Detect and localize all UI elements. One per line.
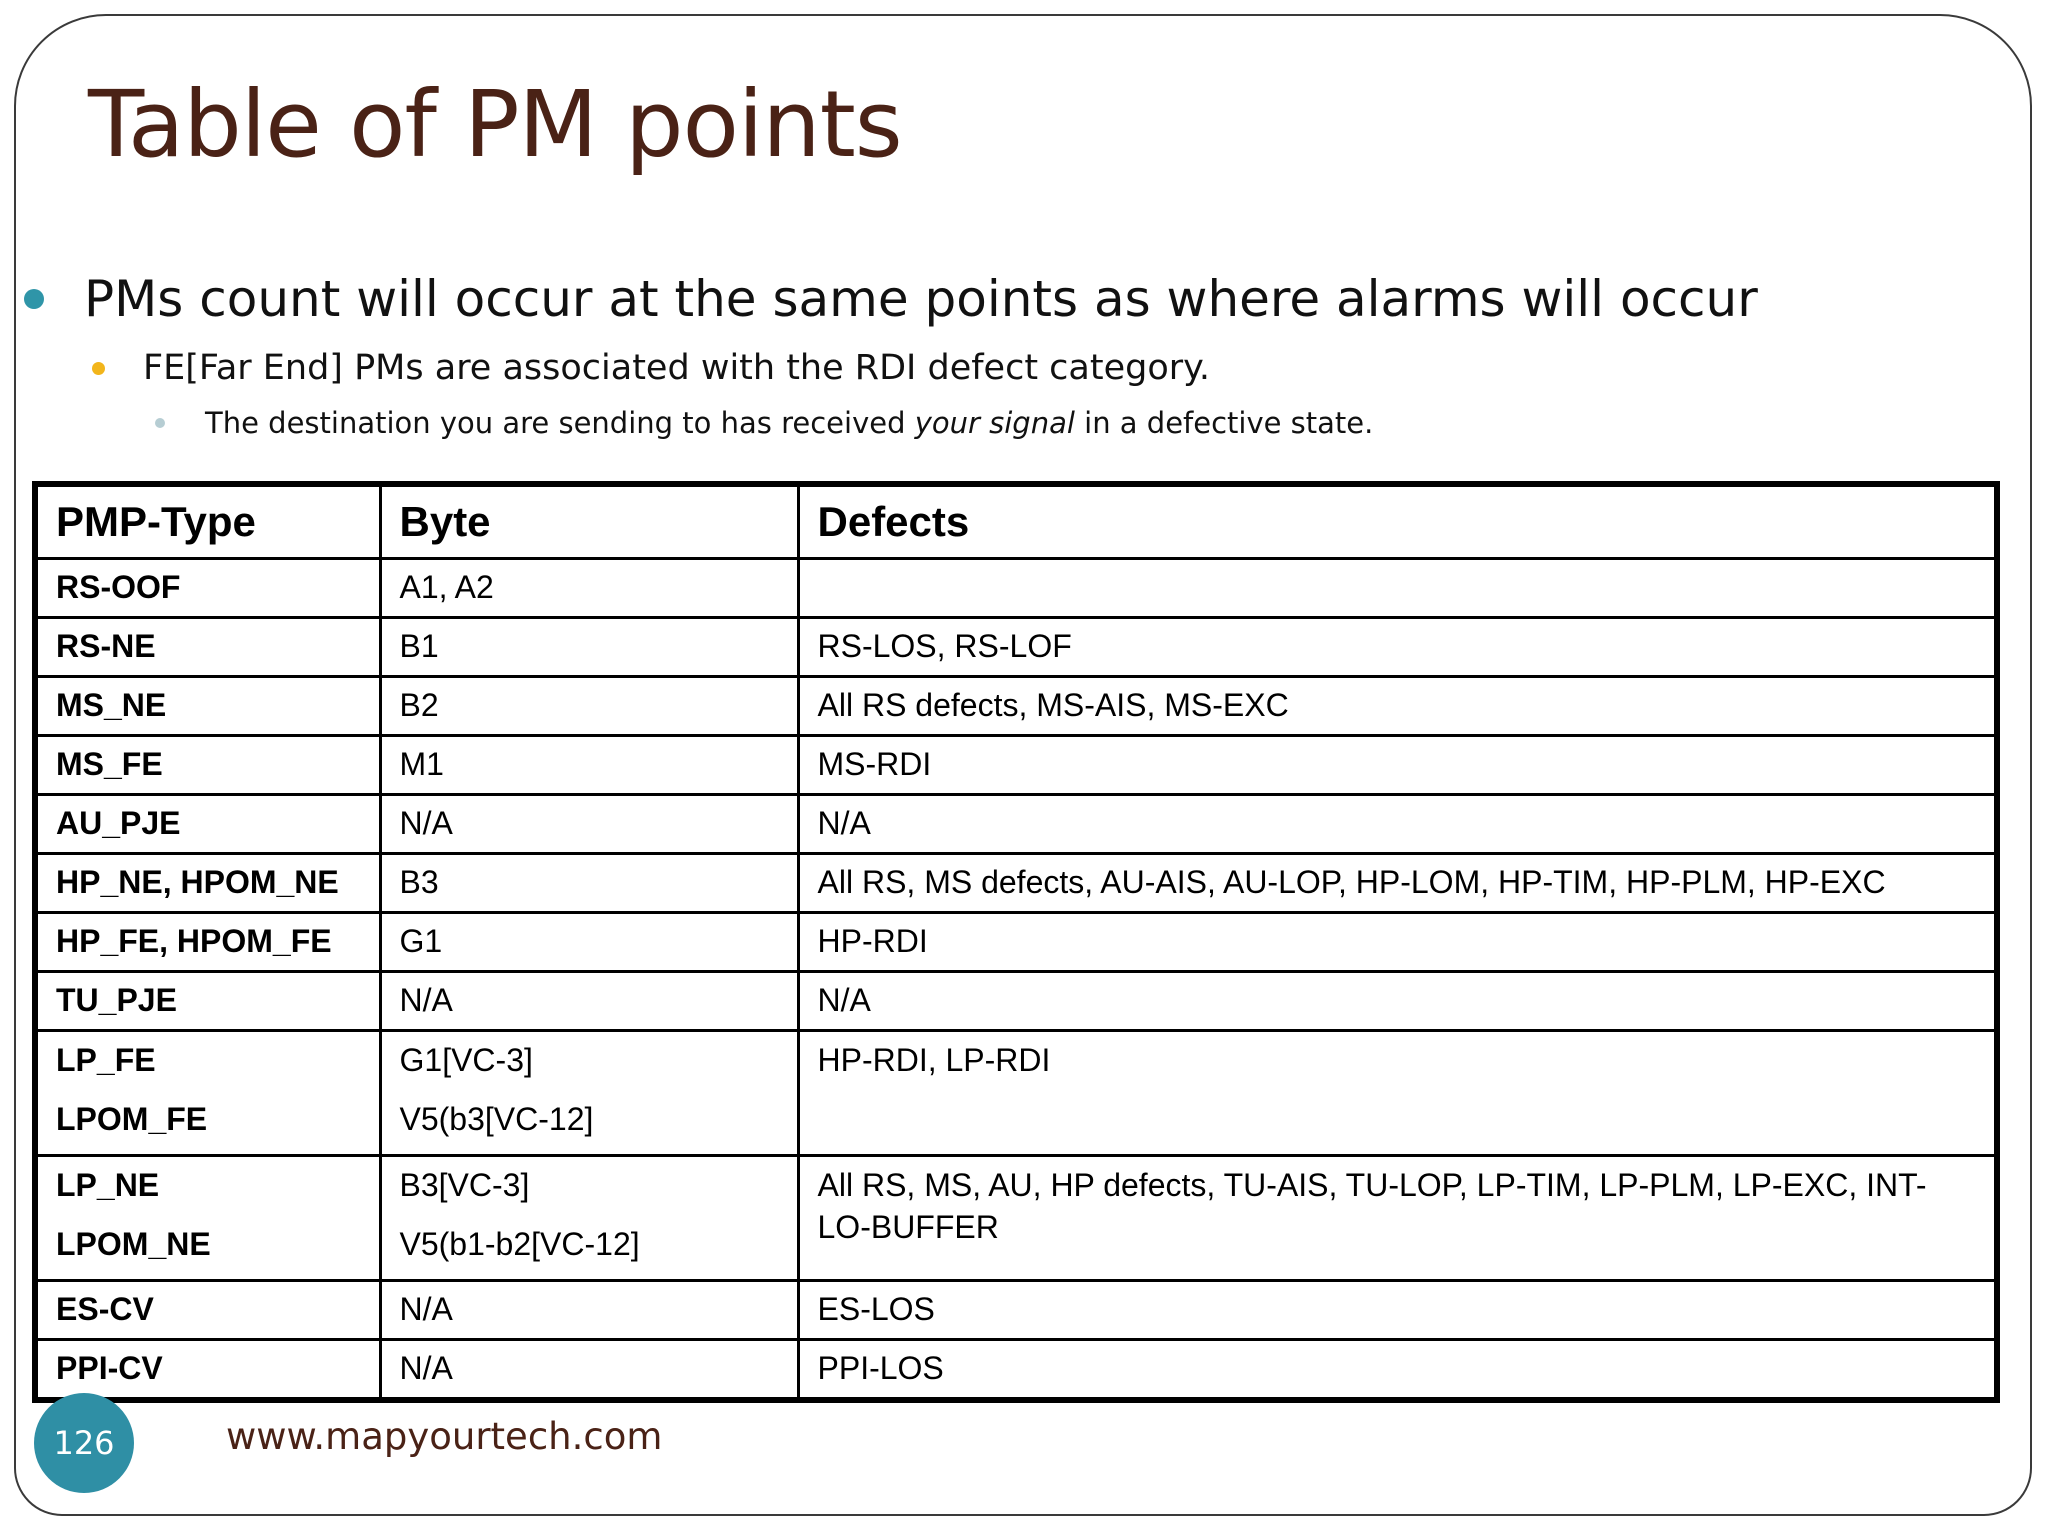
cell-byte: B2 (380, 677, 798, 736)
table-row (35, 559, 1997, 618)
cell-defects: N/A (798, 795, 1997, 854)
table-row (35, 1340, 1997, 1401)
cell-pmp-type: HP_FE, HPOM_FE (35, 913, 380, 972)
header-pmp-type: PMP-Type (35, 484, 380, 559)
cell-defects (798, 559, 1997, 618)
cell-defects: ES-LOS (798, 1281, 1997, 1340)
table-row (35, 972, 1997, 1031)
bullet-dot-icon (155, 418, 165, 428)
cell-pmp-type: PPI-CV (35, 1340, 380, 1401)
cell-byte (380, 1031, 798, 1156)
bullet-level-1 (24, 270, 1758, 328)
cell-pmp-type (35, 1156, 380, 1281)
table-row (35, 1031, 1997, 1156)
cell-pmp-type-line-1: LP_NE (56, 1167, 160, 1203)
table-row (35, 618, 1997, 677)
cell-defects: HP-RDI, LP-RDI (798, 1031, 1997, 1156)
pm-points-table (32, 481, 2000, 1403)
cell-byte: M1 (380, 736, 798, 795)
bullet-dot-icon (92, 362, 105, 375)
header-byte: Byte (380, 484, 798, 559)
cell-pmp-type: HP_NE, HPOM_NE (35, 854, 380, 913)
table-row (35, 913, 1997, 972)
bullet-text-end: in a defective state. (1074, 406, 1374, 440)
cell-byte-line-2: V5(b1-b2[VC-12] (399, 1225, 640, 1262)
footer-url: www.mapyourtech.com (226, 1415, 663, 1458)
bullet-dot-icon (24, 289, 44, 309)
bullet-level-3 (155, 406, 1373, 440)
cell-byte: A1, A2 (380, 559, 798, 618)
cell-pmp-type-line-2: LPOM_NE (56, 1225, 211, 1262)
cell-defects: MS-RDI (798, 736, 1997, 795)
table-row (35, 736, 1997, 795)
cell-byte-line-1: B3[VC-3] (399, 1167, 530, 1203)
table-row (35, 854, 1997, 913)
bullet-text (205, 406, 1373, 440)
table-row (35, 677, 1997, 736)
bullet-text-start: The destination you are sending to has received (205, 406, 915, 440)
cell-pmp-type: MS_NE (35, 677, 380, 736)
cell-byte (380, 1156, 798, 1281)
bullet-text: FE[Far End] PMs are associated with the RDI defect category. (143, 348, 1210, 388)
cell-pmp-type: AU_PJE (35, 795, 380, 854)
cell-byte: B1 (380, 618, 798, 677)
cell-defects: HP-RDI (798, 913, 1997, 972)
page-number: 126 (53, 1424, 115, 1462)
bullet-text: PMs count will occur at the same points as where alarms will occur (84, 270, 1758, 328)
cell-pmp-type: RS-OOF (35, 559, 380, 618)
cell-pmp-type-line-1: LP_FE (56, 1042, 156, 1078)
cell-pmp-type: RS-NE (35, 618, 380, 677)
page-number-badge (34, 1393, 134, 1493)
cell-byte: B3 (380, 854, 798, 913)
slide-title: Table of PM points (88, 71, 902, 178)
cell-defects: All RS defects, MS-AIS, MS-EXC (798, 677, 1997, 736)
cell-byte: N/A (380, 972, 798, 1031)
header-defects: Defects (798, 484, 1997, 559)
cell-pmp-type (35, 1031, 380, 1156)
cell-pmp-type: MS_FE (35, 736, 380, 795)
cell-byte: N/A (380, 795, 798, 854)
cell-byte: G1 (380, 913, 798, 972)
cell-defects: RS-LOS, RS-LOF (798, 618, 1997, 677)
cell-byte-line-1: G1[VC-3] (399, 1042, 533, 1078)
cell-byte: N/A (380, 1340, 798, 1401)
cell-byte-line-2: V5(b3[VC-12] (399, 1100, 594, 1137)
table-row (35, 1156, 1997, 1281)
table-header-row (35, 484, 1997, 559)
cell-pmp-type: TU_PJE (35, 972, 380, 1031)
bullet-text-emphasis: your signal (914, 406, 1075, 440)
cell-defects: PPI-LOS (798, 1340, 1997, 1401)
table-row (35, 795, 1997, 854)
table-row (35, 1281, 1997, 1340)
bullet-level-2 (92, 348, 1210, 388)
cell-defects: All RS, MS defects, AU-AIS, AU-LOP, HP-LOM, HP-TIM, HP-PLM, HP-EXC (798, 854, 1997, 913)
cell-byte: N/A (380, 1281, 798, 1340)
cell-pmp-type: ES-CV (35, 1281, 380, 1340)
cell-defects: All RS, MS, AU, HP defects, TU-AIS, TU-LOP, LP-TIM, LP-PLM, LP-EXC, INT-LO-BUFFER (798, 1156, 1997, 1281)
cell-pmp-type-line-2: LPOM_FE (56, 1100, 208, 1137)
cell-defects: N/A (798, 972, 1997, 1031)
